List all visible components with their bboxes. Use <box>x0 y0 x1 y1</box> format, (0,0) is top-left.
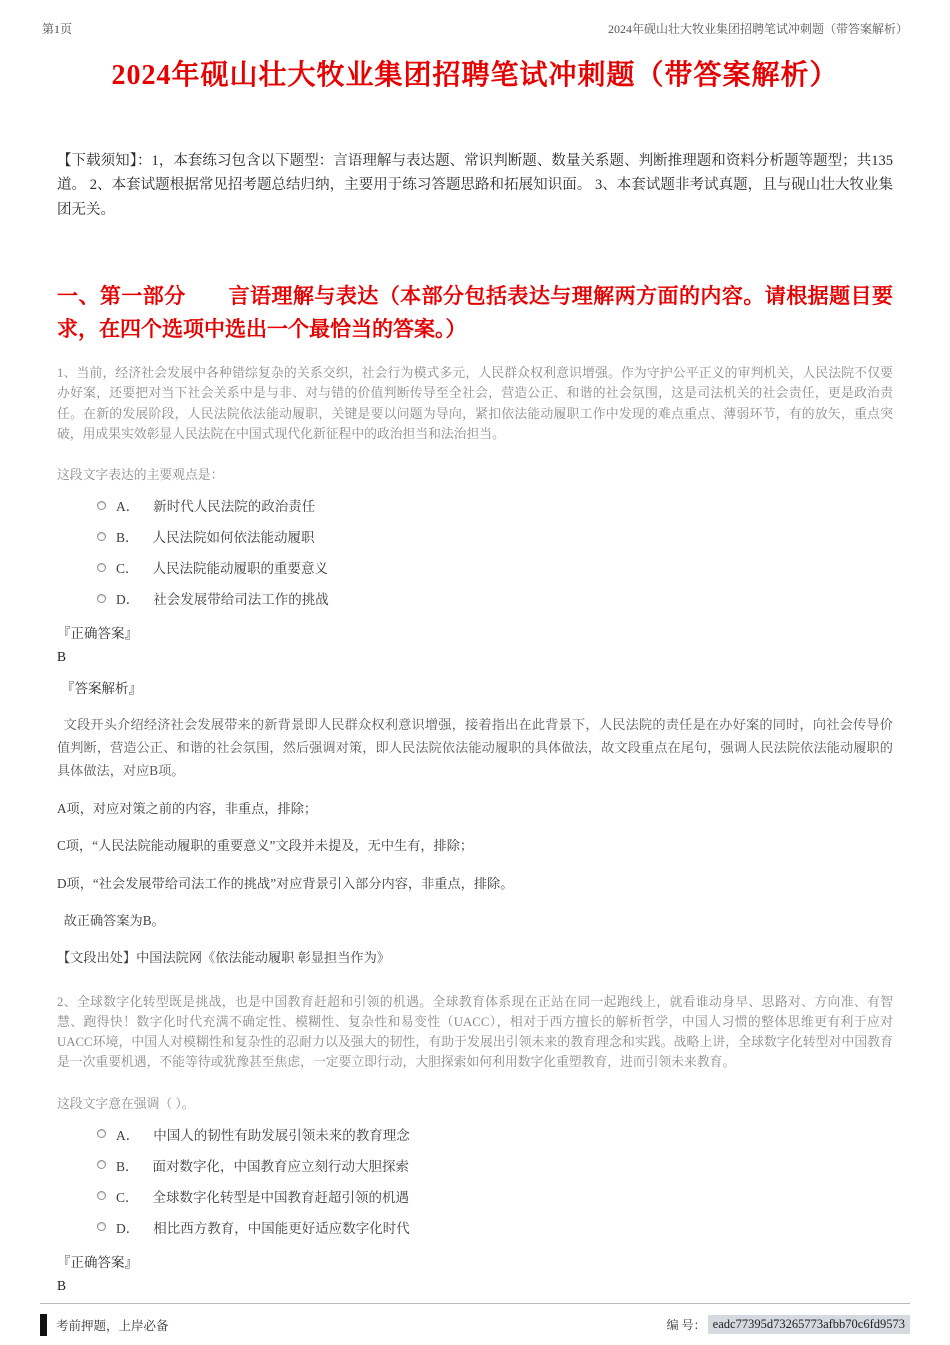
option-letter: D． <box>116 592 140 608</box>
analysis-point-c: C项，“人民法院能动履职的重要意义”文段并未提及，无中生有，排除； <box>57 838 474 854</box>
radio-icon[interactable] <box>97 1191 106 1200</box>
header-doc-title: 2024年砚山壮大牧业集团招聘笔试冲刺题（带答案解析） <box>607 22 908 36</box>
footer-serial-wrap <box>667 1315 910 1334</box>
question-1-option-d[interactable] <box>57 588 893 608</box>
option-text: 相比西方教育，中国能更好适应数字化时代 <box>153 1220 410 1236</box>
question-1 <box>57 363 893 966</box>
radio-icon[interactable] <box>97 563 106 572</box>
option-text: 人民法院能动履职的重要意义 <box>152 561 329 577</box>
serial-code: eadc77395d73265773afbb70c6fd9573 <box>708 1315 910 1334</box>
question-2-options <box>57 1124 893 1237</box>
option-letter: C． <box>116 561 139 577</box>
analysis-paragraph: 文段开头介绍经济社会发展带来的新背景即人民群众权利意识增强，接着指出在此背景下，人民法院的责任是在办好案的同时，向社会传导价值判断，营造公正、和谐的社会氛围，然后强调对策，即人民法院依法能动履职的具体做法，故文段重点在尾句，强调人民法院依法能动履职的具体做法，对应B项。 <box>57 717 893 779</box>
option-letter: A． <box>116 499 140 515</box>
page-footer <box>40 1303 910 1345</box>
download-notice: 【下载须知】：1，本套练习包含以下题型：言语理解与表达题、常识判断题、数量关系题、判断推理题和资料分析题等题型；共135道。 2、本套试题根据常见招考题总结归纳，主要用于练习答题思路和拓展知识面。 3、本套试题非考试真题，且与砚山壮大牧业集团无关。 <box>57 153 893 218</box>
question-2-option-a[interactable] <box>57 1124 893 1144</box>
question-2 <box>57 992 893 1294</box>
page-content <box>0 53 950 1294</box>
radio-icon[interactable] <box>97 1222 106 1231</box>
option-text: 人民法院如何依法能动履职 <box>152 530 315 546</box>
correct-answer-label: 『正确答案』 <box>57 1254 138 1270</box>
page-header <box>0 0 950 37</box>
question-2-option-b[interactable] <box>57 1155 893 1175</box>
section-heading: 一、第一部分 言语理解与表达（本部分包括表达与理解两方面的内容。请根据题目要求，在四个选项中选出一个最恰当的答案。） <box>57 284 893 341</box>
header-page-number: 第1页 <box>42 22 73 36</box>
option-text: 中国人的韧性有助发展引领未来的教育理念 <box>153 1127 410 1143</box>
option-letter: A． <box>116 1127 140 1143</box>
radio-icon[interactable] <box>97 594 106 603</box>
analysis-point-a: A项，对应对策之前的内容，非重点，排除； <box>57 801 318 817</box>
radio-icon[interactable] <box>97 1129 106 1138</box>
analysis-point-d: D项，“社会发展带给司法工作的挑战”对应背景引入部分内容，非重点，排除。 <box>57 875 514 891</box>
radio-icon[interactable] <box>97 532 106 541</box>
footer-slogan-wrap <box>40 1314 169 1336</box>
option-letter: D． <box>116 1220 140 1236</box>
question-1-options <box>57 495 893 608</box>
question-2-stem: 2、全球数字化转型既是挑战，也是中国教育赶超和引领的机遇。全球教育体系现在正站在同一起跑线上，就看谁动身早、思路对、方向准、有智慧、跑得快！数字化时代充满不确定性、模糊性、复杂性和易变性（UACC），相对于西方擅长的解析哲学，中国人习惯的整体思维更有利于应对UACC环境，中国人对模糊性和复杂性的忍耐力以及强大的韧性，有助于发展出引领未来的教育理念和实践。战略上讲，全球数字化转型对中国教育是一次重要机遇，不能等待或犹豫甚至焦虑，一定要立即行动，大胆探索如何利用数字化重塑教育，进而引领未来教育。 <box>57 994 893 1070</box>
radio-icon[interactable] <box>97 1160 106 1169</box>
question-1-option-c[interactable] <box>57 557 893 577</box>
question-1-prompt: 这段文字表达的主要观点是： <box>57 468 224 483</box>
footer-marker-bar <box>40 1314 47 1336</box>
question-1-stem: 1、当前，经济社会发展中各种错综复杂的关系交织，社会行为模式多元，人民群众权利意识增强。作为守护公平正义的审判机关，人民法院不仅要办好案，还要把对当下社会关系中是与非、对与错的价值判断传导至全社会，营造公正、和谐的社会氛围，这是司法机关的社会责任，更是政治责任。在新的发展阶段，人民法院依法能动履职，关键是要以问题为导向，紧扣依法能动履职工作中发现的难点重点、薄弱环节，有的放矢，重点突破，用成果实效彰显人民法院在中国式现代化新征程中的政治担当和法治担当。 <box>57 366 893 441</box>
footer-slogan: 考前押题，上岸必备 <box>56 1318 169 1333</box>
analysis-conclusion: 故正确答案为B。 <box>63 912 165 928</box>
correct-answer-value: B <box>57 649 67 665</box>
option-letter: C． <box>116 1189 139 1205</box>
question-2-option-d[interactable] <box>57 1217 893 1237</box>
question-1-option-b[interactable] <box>57 526 893 546</box>
serial-label: 编 号： <box>666 1318 706 1332</box>
question-2-option-c[interactable] <box>57 1186 893 1206</box>
option-text: 社会发展带给司法工作的挑战 <box>153 592 329 608</box>
correct-answer-value: B <box>57 1277 67 1293</box>
correct-answer-label: 『正确答案』 <box>57 626 138 642</box>
analysis-label: 『答案解析』 <box>61 681 142 697</box>
page-title: 2024年砚山壮大牧业集团招聘笔试冲刺题（带答案解析） <box>111 60 839 91</box>
option-letter: B． <box>116 530 139 546</box>
option-letter: B． <box>116 1158 139 1174</box>
option-text: 全球数字化转型是中国教育赶超引领的机遇 <box>152 1189 410 1205</box>
question-2-prompt: 这段文字意在强调（ ）。 <box>57 1096 195 1111</box>
radio-icon[interactable] <box>97 501 106 510</box>
option-text: 新时代人民法院的政治责任 <box>153 499 316 515</box>
analysis-source: 【文段出处】中国法院网《依法能动履职 彰显担当作为》 <box>57 949 390 965</box>
option-text: 面对数字化，中国教育应立刻行动大胆探索 <box>152 1158 410 1174</box>
question-1-option-a[interactable] <box>57 495 893 515</box>
